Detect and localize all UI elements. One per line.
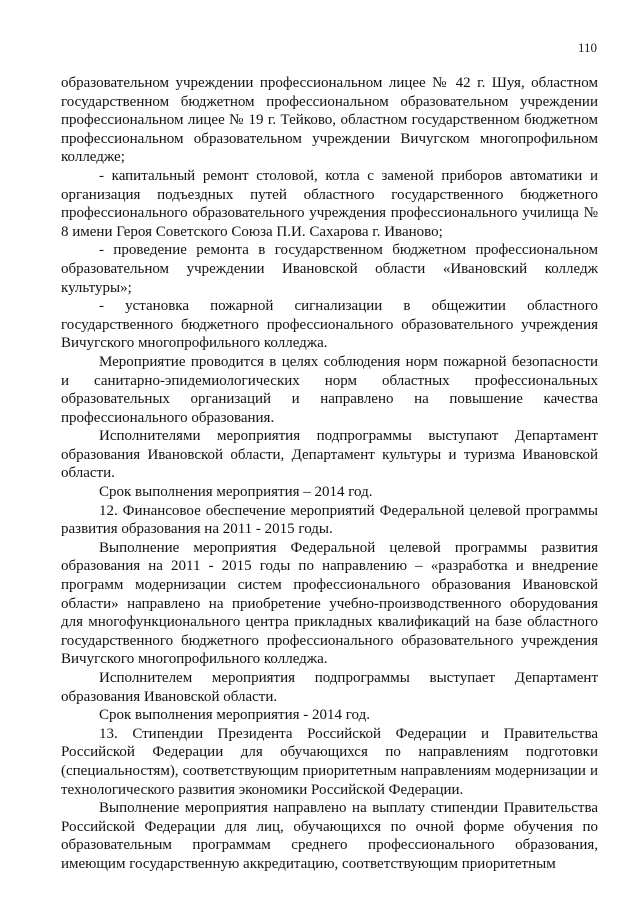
paragraph-12: 13. Стипендии Президента Российской Федерации и Правительства Российской Федерации для обучающихся по направлениям подготовки (специальностям), соответствующим приоритетным направлениям модернизации и технологического развития экономики Российской Федерации. [61,725,598,798]
paragraph-2: - капитальный ремонт столовой, котла с заменой приборов автоматики и организация подъездных путей областного государственного бюджетного профессионального образовательного учреждения профессионального училища № 8 имени Героя Советского Союза П.И. Сахарова г. Иваново; [61,167,598,240]
paragraph-7: Срок выполнения мероприятия – 2014 год. [99,484,373,501]
paragraph-13: Выполнение мероприятия направлено на выплату стипендии Правительства Российской Федерации для лиц, обучающихся по очной форме обучения по образовательным программам среднего профессионального образования, имеющим государственную аккредитацию, соответствующим приоритетным [61,800,598,872]
paragraph-5: Мероприятие проводится в целях соблюдения норм пожарной безопасности и санитарно-эпидемиологических норм областных профессиональных образовательных организаций и направлено на повышение качества профессионального образования. [61,353,598,426]
page-number: 110 [577,40,597,55]
paragraph-4: - установка пожарной сигнализации в общежитии областного государственного бюджетного профессионального образовательного учреждения Вичугского многопрофильного колледжа. [61,298,598,352]
document-body [61,74,598,874]
paragraph-10: Исполнителем мероприятия подпрограммы выступает Департамент образования Ивановской области. [61,670,598,705]
paragraph-6: Исполнителями мероприятия подпрограммы выступают Департамент образования Ивановской области, Департамент культуры и туризма Ивановской области. [61,428,598,482]
paragraph-3: - проведение ремонта в государственном бюджетном профессиональном образовательном учреждении Ивановской области «Ивановский колледж культуры»; [61,242,598,296]
paragraph-8: 12. Финансовое обеспечение мероприятий Федеральной целевой программы развития образования на 2011 - 2015 годы. [61,502,598,538]
paragraph-11: Срок выполнения мероприятия - 2014 год. [99,707,370,724]
paragraph-9: Выполнение мероприятия Федеральной целевой программы развития образования на 2011 - 2015 годы по направлению – «разработка и внедрение программ модернизации систем профессионального образования Ивановской области» направлено на приобретение учебно-производственного оборудования для многофункционального центра прикладных квалификаций на базе областного государственного бюджетного профессионального образовательного учреждения Вичугского многопрофильного колледжа. [61,539,598,668]
paragraph-1: образовательном учреждении профессиональном лицее № 42 г. Шуя, областном государственном бюджетном профессиональном образовательном учреждении профессиональном лицее № 19 г. Тейково, областном государственном бюджетном профессиональном образовательном учреждении Вичугском многопрофильном колледже; [61,75,598,166]
